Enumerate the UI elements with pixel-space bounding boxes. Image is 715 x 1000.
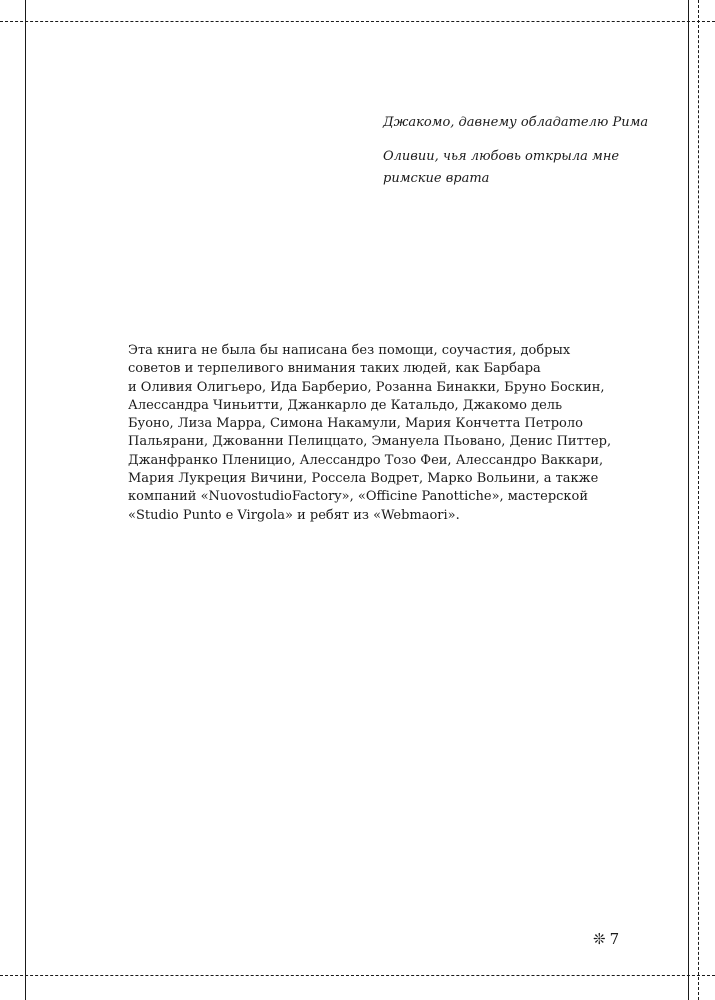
- ack-line: Мария Лукреция Вичини, Россела Водрет, Марко Вольини, а также: [128, 471, 599, 487]
- acknowledgements-paragraph: [128, 342, 612, 525]
- ack-line: Буоно, Лиза Марра, Симона Накамули, Мария Кончетта Петроло: [128, 416, 583, 432]
- dedication-line-1: Джакомо, давнему обладателю Рима: [383, 115, 649, 130]
- ack-line: и Оливия Олигьеро, Ида Барберио, Розанна Бинакки, Бруно Боскин,: [128, 379, 605, 395]
- page-footer: [593, 929, 619, 949]
- ack-line: советов и терпеливого внимания таких людей, как Барбара: [128, 361, 541, 377]
- dedication-block: [383, 112, 673, 202]
- flower-ornament-icon: ❊: [593, 930, 606, 948]
- ack-line: Эта книга не была бы написана без помощи, соучастия, добрых: [128, 343, 571, 358]
- ack-line: «Studio Punto e Virgola» и ребят из «Webmaori».: [128, 507, 460, 523]
- crop-line-top: [0, 21, 715, 22]
- crop-line-right: [698, 0, 699, 1000]
- dedication-line-2: Оливии, чья любовь открыла мне римские врата: [383, 149, 620, 186]
- crop-line-bottom: [0, 975, 715, 976]
- ack-line: Пальярани, Джованни Пелиццато, Эмануела Пьовано, Денис Питтер,: [128, 434, 612, 450]
- ack-line: Алессандра Чиньитти, Джанкарло де Катальдо, Джакомо дель: [128, 397, 563, 413]
- page-number: 7: [609, 930, 620, 948]
- ack-line: компаний «NuovostudioFactory», «Officine Panottiche», мастерской: [128, 489, 589, 505]
- ack-line: Джанфранко Пленицио, Алессандро Тозо Феи, Алессандро Ваккари,: [128, 452, 604, 468]
